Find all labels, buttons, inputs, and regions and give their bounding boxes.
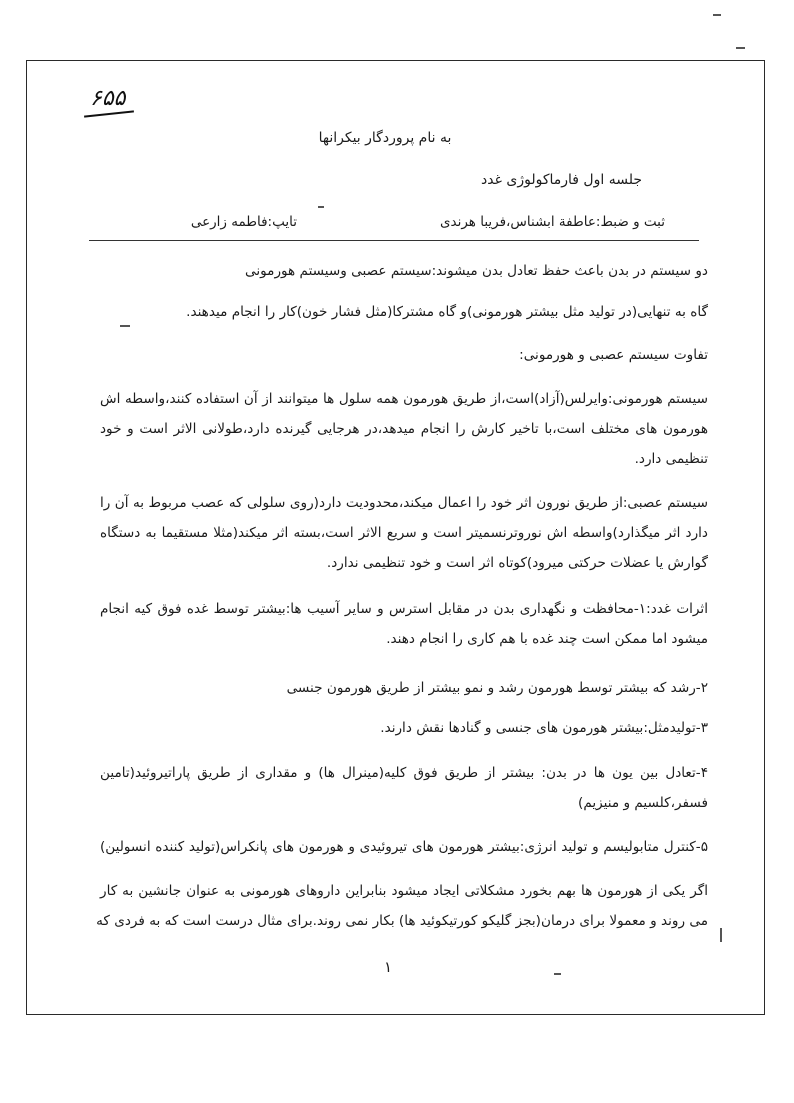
paragraph-diff-heading	[100, 340, 708, 370]
text-line: میشود اما ممکن است چند غده با هم کاری را انجام دهند.	[386, 631, 708, 647]
paragraph-hormone-problems	[96, 876, 708, 936]
paragraph-intro	[100, 256, 708, 286]
text-line: هورمون های مختلف است،با تاخیر کارش را انجام میدهد،در هرجایی گیرنده دارد،طولانی الاثر است و خود	[100, 421, 708, 437]
text-line: تنظیمی دارد.	[634, 451, 708, 467]
text-line: می روند و معمولا برای درمان(بجز گلیکو کورتیکوئید ها) بکار نمی روند.برای مثال درست است که به فردی که	[96, 913, 708, 929]
text-line: ۲-رشد که بیشتر توسط هورمون رشد و نمو بیشتر از طریق هورمون جنسی	[286, 680, 708, 696]
paragraph-alone	[100, 297, 708, 327]
paragraph-gland-effects-1	[100, 594, 708, 654]
text-line: دارد اثر میگذارد)واسطه اش نوروترنسمیتر است و سریع الاثر است،بسته اثر میکند(مثلا مستقیما به دستگاه	[100, 525, 708, 541]
document-title: به نام پروردگار بیکرانها	[318, 130, 452, 146]
text-line: اگر یکی از هورمون ها بهم بخورد مشکلاتی ایجاد میشود بنابراین داروهای هورمونی به عنوان جانشین به کار	[100, 883, 708, 899]
paragraph-nervous-system	[100, 488, 708, 578]
paragraph-gland-effects-4	[100, 758, 708, 818]
header-divider	[89, 240, 699, 241]
session-heading: جلسه اول فارماکولوژی غدد	[481, 172, 642, 188]
paragraph-gland-effects-5	[100, 832, 708, 862]
scan-speck	[720, 928, 722, 942]
recorders-credit: ثبت و ضبط:عاطفة ابشناس،فریبا هرندی	[439, 214, 665, 230]
text-line: تفاوت سیستم عصبی و هورمونی:	[519, 347, 708, 363]
text-line: سیستم عصبی:از طریق نورون اثر خود را اعمال میکند،محدودیت دارد(روی سلولی که عصب مربوط به آن را	[100, 495, 708, 511]
typist-credit: تایپ:فاطمه زارعی	[190, 214, 297, 230]
text-line: گاه به تنهایی(در تولید مثل بیشتر هورمونی)و گاه مشترکا(مثل فشار خون)کار را انجام میدهند.	[186, 304, 708, 320]
text-line: اثرات غدد:۱-محافظت و نگهداری بدن در مقابل استرس و سایر آسیب ها:بیشتر توسط غده فوق کیه انجام	[100, 601, 708, 617]
text-line: گوارش یا عضلات حرکتی میرود)کوتاه اثر است و خود تنظیمی ندارد.	[326, 555, 708, 571]
text-line: سیستم هورمونی:وایرلس(آزاد)است،از طریق هورمون همه سلول ها میتوانند از آن استفاده کنند،واسطه اش	[100, 391, 708, 407]
text-line: ۳-تولیدمثل:بیشتر هورمون های جنسی و گنادها نقش دارند.	[380, 720, 708, 736]
text-line: ۵-کنترل متابولیسم و تولید انرژی:بیشتر هورمون های تیروئیدی و هورمون های پانکراس(تولید کننده انسولین)	[100, 839, 708, 855]
handwritten-page-number: ۶۵۵	[90, 86, 126, 111]
scan-speck	[713, 14, 721, 16]
text-line: دو سیستم در بدن باعث حفظ تعادل بدن میشوند:سیستم عصبی وسیستم هورمونی	[245, 263, 708, 279]
footer-page-number: ۱	[384, 958, 393, 976]
scan-speck	[554, 973, 561, 975]
scan-speck	[736, 47, 745, 49]
text-line: فسفر،کلسیم و منیزیم)	[578, 795, 708, 811]
text-line: ۴-تعادل بین یون ها در بدن: بیشتر از طریق فوق کلیه(مینرال ها) و مقداری از طریق پاراتیروئید(تامین	[100, 765, 708, 781]
scan-speck	[120, 325, 130, 327]
paragraph-gland-effects-3	[100, 713, 708, 743]
paragraph-hormonal-system	[100, 384, 708, 474]
scan-speck	[318, 206, 324, 208]
paragraph-gland-effects-2	[100, 673, 708, 703]
